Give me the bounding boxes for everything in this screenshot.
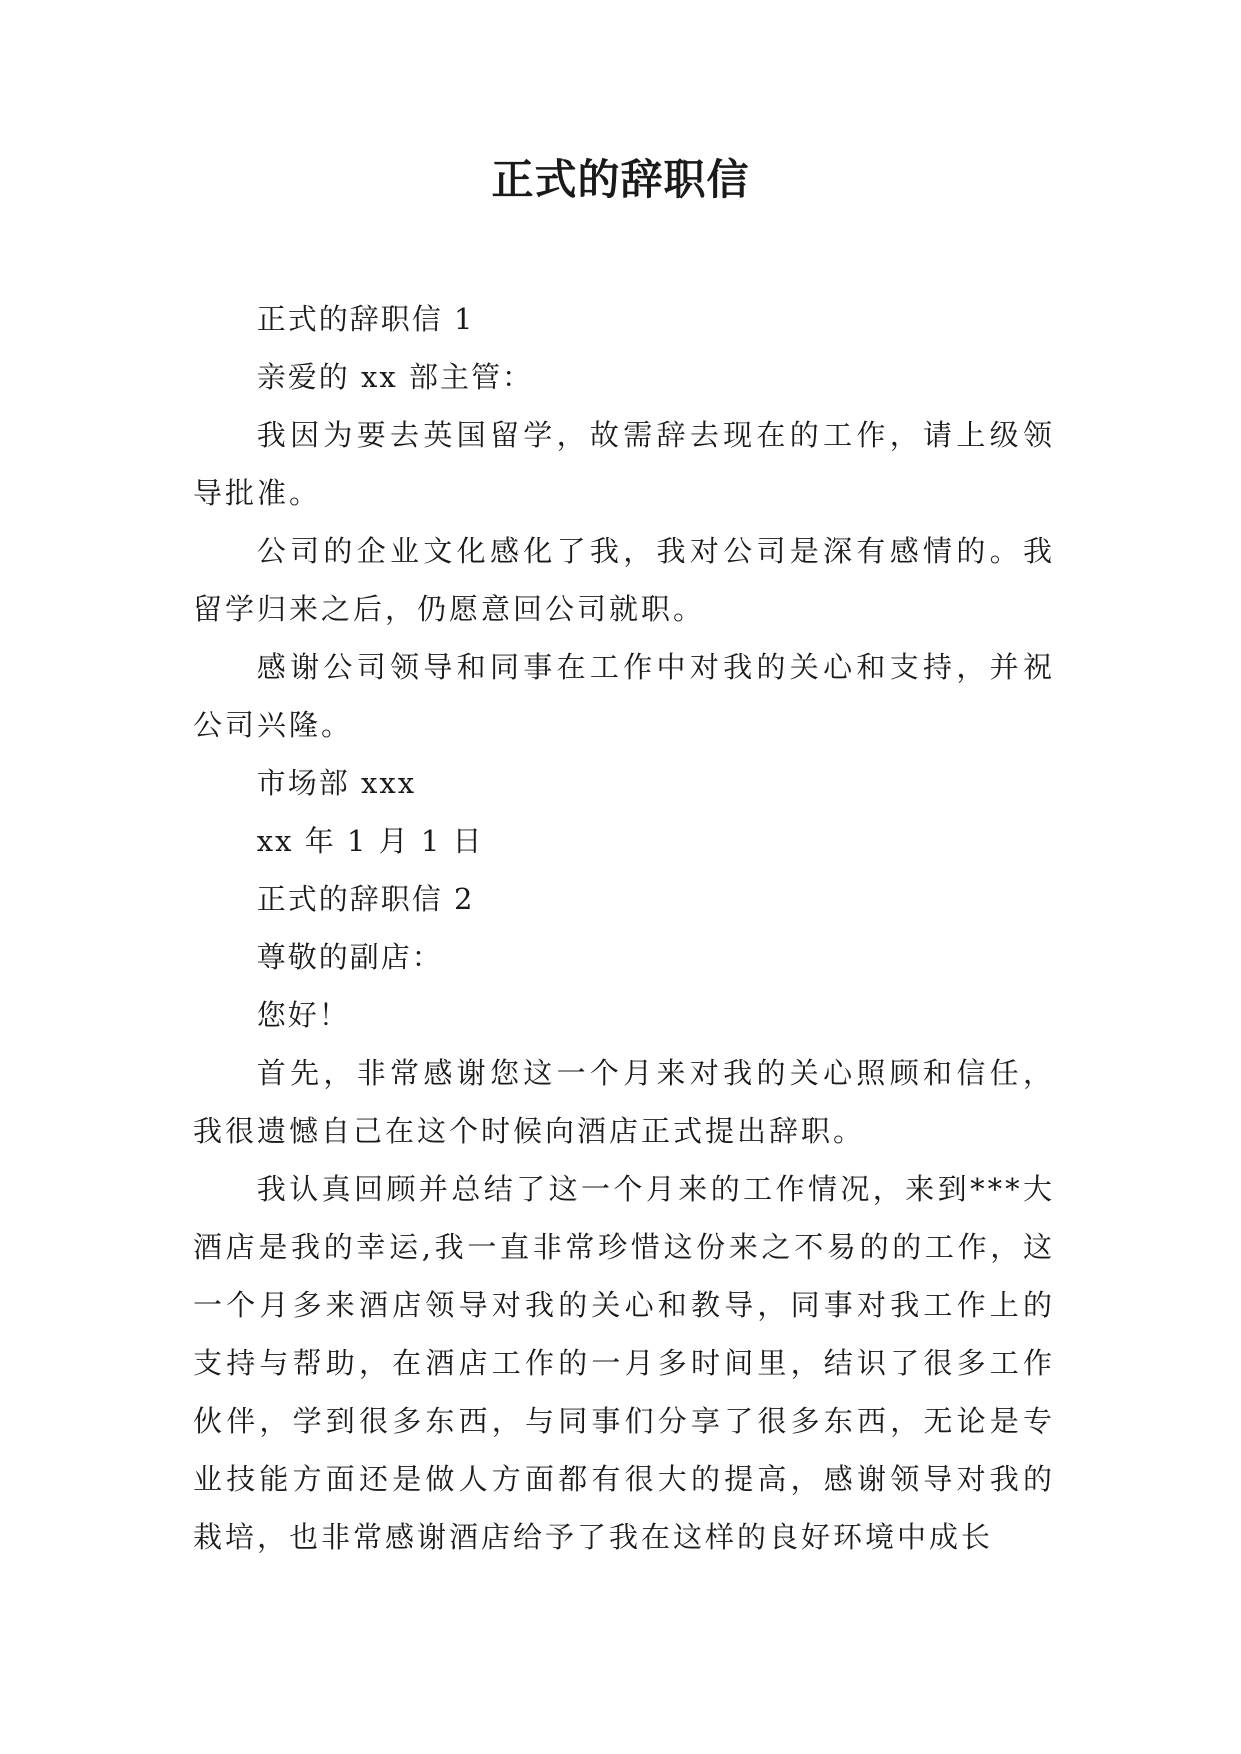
- salutation: 尊敬的副店：: [256, 940, 443, 974]
- body-paragraph: 公司的企业文化感化了我，我对公司是深有感情的。我留学归来之后，仍愿意回公司就职。: [193, 534, 1055, 626]
- signature: 市场部 xxx: [256, 766, 417, 800]
- letter-heading: 正式的辞职信 1: [256, 302, 475, 336]
- date-line: xx 年 1 月 1 日: [256, 824, 484, 858]
- body-paragraph: 我认真回顾并总结了这一个月来的工作情况，来到***大酒店是我的幸运,我一直非常珍惜这份来之不易的的工作，这一个月多来酒店领导对我的关心和教导，同事对我工作上的支持与帮助，在酒店工作的一月多时间里，结识了很多工作伙伴，学到很多东西，与同事们分享了很多东西，无论是专业技能方面还是做人方面都有很大的提高，感谢领导对我的栽培，也非常感谢酒店给予了我在这样的良好环境中成长: [193, 1172, 1055, 1554]
- greeting: 您好！: [256, 998, 350, 1032]
- body-paragraph: 首先，非常感谢您这一个月来对我的关心照顾和信任，我很遗憾自己在这个时候向酒店正式提出辞职。: [193, 1056, 1055, 1148]
- body-paragraph: 感谢公司领导和同事在工作中对我的关心和支持，并祝公司兴隆。: [193, 650, 1055, 742]
- document-title: 正式的辞职信: [491, 155, 750, 204]
- letter-heading: 正式的辞职信 2: [256, 882, 475, 916]
- document-body: [193, 290, 1055, 1566]
- salutation: 亲爱的 xx 部主管：: [256, 360, 533, 394]
- body-paragraph: 我因为要去英国留学，故需辞去现在的工作，请上级领导批准。: [193, 418, 1055, 510]
